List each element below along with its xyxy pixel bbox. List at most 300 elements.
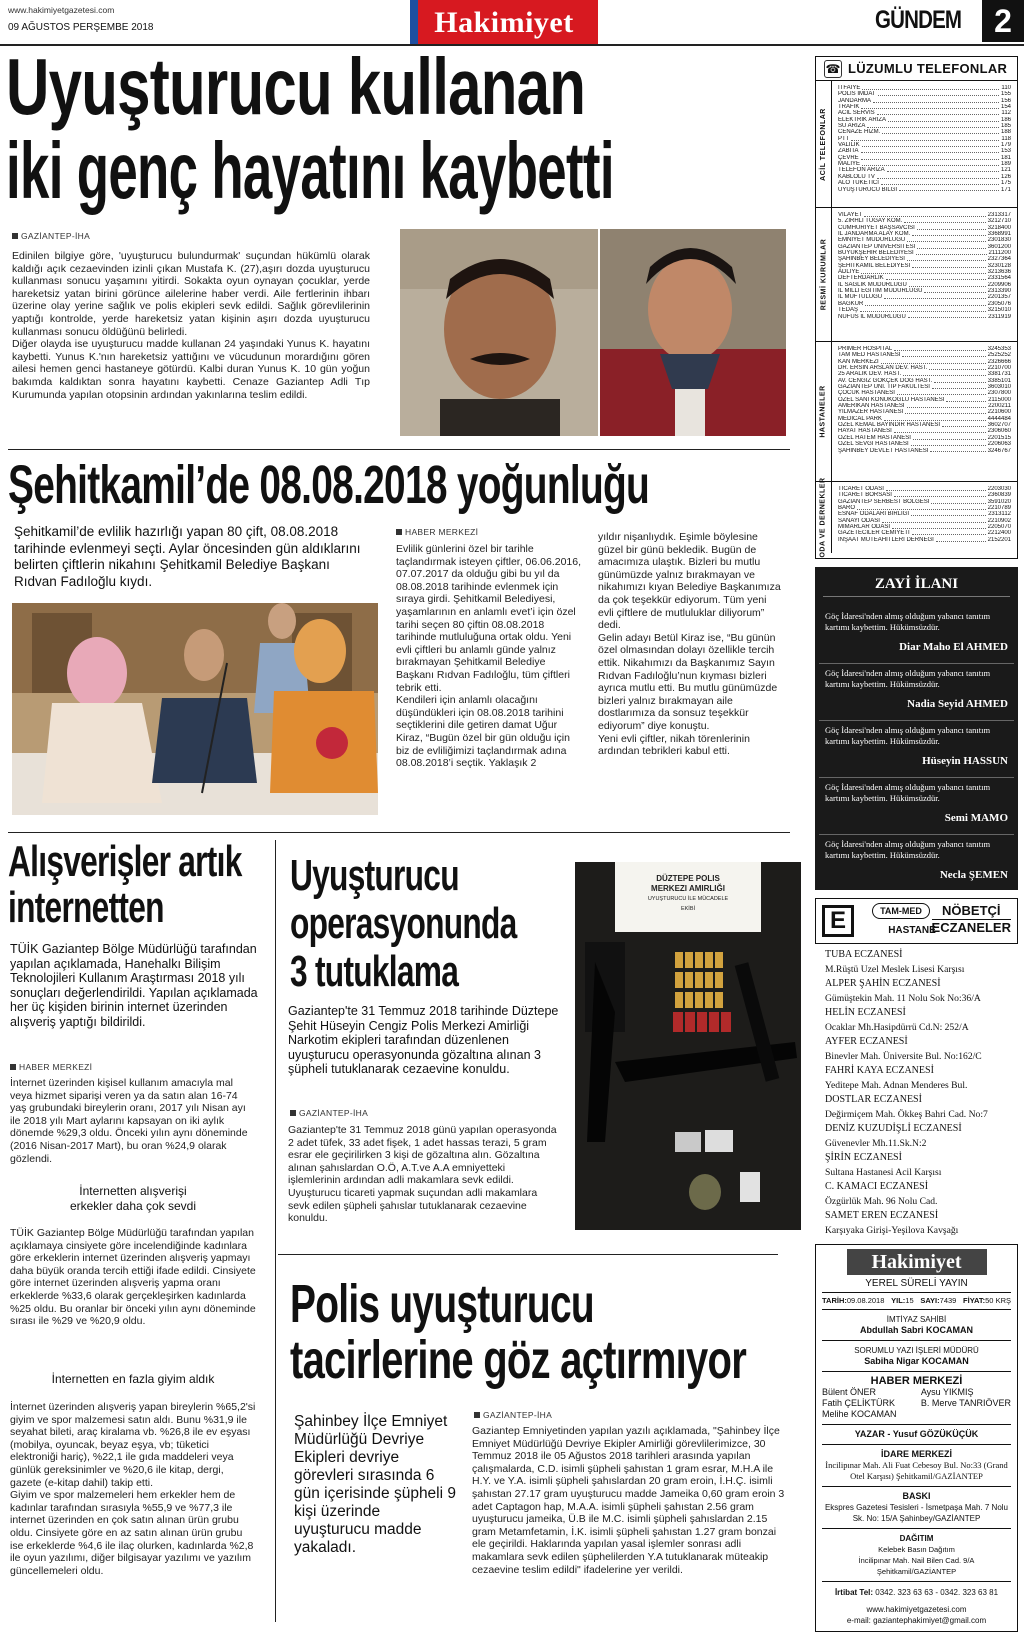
phone-number: 2115000 <box>988 396 1011 403</box>
phone-number: 3591020 <box>987 498 1011 505</box>
pharmacy-title: NÖBETÇİ ECZANELER <box>931 903 1011 935</box>
phone-number: 2360839 <box>987 492 1011 499</box>
dot-leader <box>857 505 986 510</box>
pharmacy-name: ŞİRİN ECZANESİ <box>825 1152 902 1163</box>
phone-label: ÖZEL SEVGİ HASTANESİ <box>838 441 909 448</box>
phone-number: 3368991 <box>987 231 1011 238</box>
dot-leader <box>877 110 1000 115</box>
a2-lead: Şehitkamil’de evlilik hazırlığı yapan 80 çift, 08.08.2018 tarihinde evlenmeyi seçti. Aylar öncesinden gün aldıklarını belirten çiftlerin nikahını Şehitkamil Belediye Başkanı Rıdvan Fadıloğlu kıydı. <box>14 524 361 589</box>
imprint-subtitle: YEREL SÜRELİ YAYIN <box>822 1278 1011 1293</box>
dot-leader <box>886 275 986 280</box>
issue-date: 09 AĞUSTOS PERŞEMBE 2018 <box>8 22 154 33</box>
pharmacy-name: HELİN ECZANESİ <box>825 1007 906 1018</box>
phone-number: 3215010 <box>987 307 1011 314</box>
pharmacy-name: DOSTLAR ECZANESİ <box>825 1094 922 1105</box>
a4-source: GAZİANTEP-İHA <box>290 1108 368 1118</box>
a3-lead: TÜİK Gaziantep Bölge Müdürlüğü tarafından yapılan açıklamada, Hanehalkı Bilişim Teknolojileri Kullanım Araştırması 2018 yılı sonuçları değerlendirildi. Yapılan açıklamada her üç kişiden birinin internet üzerinden alışveriş yaptığı bildirildi. <box>10 942 258 1029</box>
phone-label: ŞEHİTKAMİL BELEDİYESİ <box>838 262 911 269</box>
a1-body: Edinilen bilgiye göre, 'uyuşturucu bulundurmak' suçundan hükümlü olarak kaldığı açık cezaevinden izinli çıkan Mustafa K. (27),aşırı dozda uyuşturucu kullanması sonucu yaşamını yitirdi. Sokakta oyun oynayan çocuklar, yerde hareketsiz yatan birini görünce ailelerine haber verdi. Aile fertlerinin ihbarı üzerine olay yerine sağlık ve polis ekipleri sevk edildi. Sağlık görevlilerinin yaptığı kontrolde, yerde hareketsiz yatan kişinin aşırı dozda uyuşturucu kullanması sonucu öldüğünü belirledi. Diğer olayda ise uyuşturucu madde kullanan 24 yaşındaki Yunus K. hayatını kaybetti. Yunus K.'nın hareketsiz yattığını ve vücudunun morardığını gören ailesi hemen genci hastaneye götürdü. Kalbi duran Yunus K. 10 gün yoğun bakımda kaldıktan sonra hayatını kaybetti. Cenaze Gaziantep Adli Tıp Kurumunda yapılan otopsinin ardından yakınlarına teslim edildi. <box>12 250 370 401</box>
phone-number: 188 <box>1000 129 1011 136</box>
a3-sub2: İnternetten en fazla giyim aldık <box>51 1372 215 1386</box>
dot-leader <box>861 148 999 153</box>
phone-number: 3385101 <box>987 377 1011 384</box>
phone-number: 156 <box>1000 97 1011 104</box>
phone-number: 2205070 <box>987 524 1011 531</box>
logo-stripe <box>410 0 418 46</box>
phone-number: 2525252 <box>987 352 1011 359</box>
pharmacy-list <box>815 944 1018 1238</box>
a5-body: Gaziantep Emniyetinden yapılan yazılı açıklamada, "Şahinbey İlçe Emniyet Müdürlüğü Devriye Ekipler Amirliği görevlilerimizce, 30 Temmuz 2018 ile 05 Ağustos 2018 tarihleri arasında yapılan çalışmalarda, C.D. isimli şüpheli şahıstan 1 gram esrar, M.H.A ile H.Y. ve Y.A. isimli şüpheli şahıslardan 20 gram eroin, İ.H.Ç. isimli şahıstan 27.17 gram uyuşturucu madde Jameika 0,60 gram eroin 3 adet Captagon hap, M.A.A. isimli şüpheli şahıstan 2.56 gram uyuşturucu jameika, Ü.B ile M.C. isimli şüpheli şahıslardan 2.15 gram Metamfetamin, İ.K. isimli şüpheli şahıstan 1.27 gram bonzai ele geçirildi. Haklarında yapılan yasal işlemler sonrası adli makamlara sevk edilen şüphelilerden Y.A tutuklanarak müteakip cezaevine teslim edildi" ifadelerine yer verildi. <box>472 1425 785 1576</box>
dot-leader <box>912 231 985 236</box>
phone-group <box>816 208 1017 342</box>
dot-leader <box>930 448 985 453</box>
phone-number: 2313112 <box>988 511 1011 518</box>
phone-label: AMERİKAN HASTANESİ <box>838 403 905 410</box>
dot-leader <box>864 212 985 217</box>
dot-leader <box>894 428 986 433</box>
phone-label: ADLİYE <box>838 269 860 276</box>
imprint-logo: Hakimiyet <box>847 1249 987 1275</box>
pharmacy-address: Güvenevler Mh.11.Sk.N:2 <box>825 1137 927 1149</box>
zayi-list <box>815 597 1018 892</box>
dot-leader <box>911 441 986 446</box>
dot-leader <box>884 294 986 299</box>
phone-label: SANAYİ ODASI <box>838 517 880 524</box>
pharmacy-address: Karşıyaka Girişi-Yeşilova Kavşağı <box>825 1224 959 1236</box>
pharmacy-address: Gümüştekin Mah. 11 Nolu Sok No:36/A <box>825 992 981 1004</box>
phone-number: 2305076 <box>987 300 1011 307</box>
a4-lead: Gaziantep'te 31 Temmuz 2018 tarihinde Düztepe Şehit Hüseyin Cengiz Polis Merkezi Amirliği Narkotim ekipleri tarafından düzenlenen uyuşturucu operasyonunda gözaltına alınan 3 şüpheli tutuklanarak cezaevine konuldu. <box>288 1004 559 1077</box>
dot-leader <box>931 499 985 504</box>
dot-leader <box>942 422 986 427</box>
phone-label: SU ARIZA <box>838 123 866 130</box>
phone-label: HAYAT HASTANESİ <box>838 428 892 435</box>
dot-leader <box>862 142 999 147</box>
dot-leader <box>892 524 986 529</box>
dot-leader <box>903 371 985 376</box>
phone-number: 3602707 <box>987 422 1011 429</box>
phone-number: 2203030 <box>987 486 1011 492</box>
phone-number: 2326666 <box>987 358 1011 365</box>
imprint-print: BASKI Ekspres Gazetesi Tesisleri - İsmetpaşa Mah. 7 Nolu Sk. No: 15/A Şahinbey/GAZİANTEP <box>822 1491 1011 1529</box>
phone-label: BAĞKUR <box>838 300 864 307</box>
phone-label: ÖZEL SANİ KONUKOĞLU HASTANESİ <box>838 396 945 403</box>
phone-number: 2210789 <box>987 505 1011 512</box>
phone-label: UYUŞTURUCU BİLGİ <box>838 186 898 193</box>
phone-label: TRAFİK <box>838 104 860 111</box>
zayi-notice <box>819 778 1014 835</box>
phone-number: 2201515 <box>987 434 1011 441</box>
phone-label: ALO TÜKETİCİ <box>838 180 879 187</box>
pharmacy-name: DENİZ KUZUDİŞLİ ECZANESİ <box>825 1123 962 1134</box>
phone-number: 175 <box>1000 180 1011 187</box>
dot-leader <box>913 435 986 440</box>
dot-leader <box>917 225 986 230</box>
dot-leader <box>911 511 986 516</box>
zayi-notice <box>819 607 1014 664</box>
dot-leader <box>912 263 986 268</box>
pharmacy-name: SAMET EREN ECZANESİ <box>825 1210 939 1221</box>
pharmacy-address: Özgürlük Mah. 96 Nolu Cad. <box>825 1195 938 1207</box>
phone-group <box>816 342 1017 482</box>
a2-headline: Şehitkamil’de 08.08.2018 yoğunluğu <box>8 455 650 515</box>
phone-label: 5. ZIRHLI TUGAY KOM. <box>838 218 903 225</box>
a2-source: HABER MERKEZİ <box>396 527 478 537</box>
dot-leader <box>907 256 986 261</box>
a4-headline-3: 3 tutuklama <box>290 947 459 996</box>
dot-leader <box>932 384 986 389</box>
zayi-text: Göç İdaresi'nden almış olduğum yabancı tanıtım kartımı kaybettim. Hükümsüzdür. <box>825 782 991 803</box>
dot-leader <box>862 85 999 90</box>
a5-headline-2: tacirlerine göz açtırmıyor <box>290 1330 747 1390</box>
zayi-title: ZAYİ İLANI <box>823 567 1010 597</box>
phone-label: ELEKTRİK ARIZA <box>838 116 887 123</box>
phone-label: ÇEVRE <box>838 154 859 161</box>
imprint-web-link[interactable]: www.hakimiyetgazetesi.com <box>866 1605 967 1614</box>
section-name: GÜNDEM <box>875 6 962 34</box>
phone-number: 2327364 <box>987 256 1011 263</box>
a4-headline-2: operasyonunda <box>290 899 517 948</box>
phone-label: GAZİANTEP ÜNİVERSİTESİ <box>838 243 916 250</box>
phone-label: AV. CENGİZ GÖKÇEK DOĞ HAST. <box>838 377 933 384</box>
sponsor-badge: TAM-MED <box>872 903 930 919</box>
phone-label: PTT <box>838 135 850 142</box>
phone-label: GAZİANTEP ÜNİ. TIP FAKÜLTESİ <box>838 384 930 391</box>
phone-row <box>838 314 1011 320</box>
phone-label: İL MÜFTÜLÜĞÜ <box>838 294 883 301</box>
dot-leader <box>894 346 985 351</box>
dot-leader <box>882 518 986 523</box>
phone-number: 2152201 <box>987 536 1011 543</box>
imprint-news-label: HABER MERKEZİ <box>870 1375 963 1387</box>
photo-yunus <box>600 229 786 436</box>
dot-leader <box>865 301 985 306</box>
a1-headline-1: Uyuşturucu kullanan <box>6 42 586 131</box>
phone-number: 3213636 <box>987 269 1011 276</box>
phone-label: TİCARET ODASI <box>838 486 884 492</box>
phone-label: 25 ARALIK DEV. HAST. <box>838 371 902 378</box>
phone-number: 112 <box>1001 110 1011 117</box>
phone-number: 2311919 <box>988 313 1011 320</box>
phone-label: KAN MERKEZİ <box>838 358 879 365</box>
pharmacy-name: C. KAMACI ECZANESİ <box>825 1181 929 1192</box>
dot-leader <box>899 187 999 192</box>
phone-label: CENAZE HİZM. <box>838 129 881 136</box>
phone-number: 154 <box>1000 104 1011 111</box>
a5-lead: Şahinbey İlçe Emniyet Müdürlüğü Devriye Ekipleri devriye görevleri sırasında 6 gün içerisinde şüpheli 9 kişi üzerinde uyuşturucu madde yakaladı. <box>294 1413 456 1556</box>
dot-leader <box>881 359 986 364</box>
dot-leader <box>888 117 999 122</box>
dot-leader <box>904 218 985 223</box>
imprint-email-link[interactable]: e-mail: gaziantephakimiyet@gmail.com <box>846 1616 987 1625</box>
phone-label: ŞAHİNBEY BELEDİYESİ <box>838 256 905 263</box>
a2-col1: Evlilik günlerini özel bir tarihle taçlandırmak isteyen çiftler, 06.06.2016, 07.07.2017 da olduğu gibi bu yıl da 08.08.2018 tarihinde evlenmek için sıraya girdi. Şehitkamil Belediyesi, yaşamlarının en anlamlı evet’i için özel tarihi seçen 80 çiftin 08.08.2018 tarihinde mutluluğuna ortak oldu. Yeni evli çiftleri bu anlamlı günde yalnız bırakmayan Şehitkamil Belediye Başkanı Rıdvan Fadıloğlu, tüm çiftleri tebrik etti. Kendileri için anlamlı olacağını düşündükleri için 08.08.2018 tarihini seçtiklerini dile getiren damat Uğur Kiraz, “Bugün özel bir gün olduğu için biz de evliliğimizi taçlandırmak adına 08.08.2018’i seçtik. Yaklaşık 2 <box>396 543 582 770</box>
phone-row <box>838 187 1011 193</box>
phone-number: 2313390 <box>987 288 1011 295</box>
phone-groups <box>816 81 1017 558</box>
zayi-name: Diar Maho El AHMED <box>899 641 1008 653</box>
dot-leader <box>881 180 999 185</box>
pharmacy-name: AYFER ECZANESİ <box>825 1036 908 1047</box>
sponsor-sub: HASTANE <box>888 925 936 936</box>
phone-number: 121 <box>1000 167 1011 174</box>
dot-leader <box>894 492 986 497</box>
photo-seized-items <box>575 862 801 1230</box>
phone-number: 2313317 <box>987 212 1011 218</box>
phone-label: ÇOCUK HASTANESİ <box>838 390 895 397</box>
phone-label: ÖZEL KEMAL BAYINDIR HASTANESİ <box>838 422 941 429</box>
phone-label: TAM MED HASTANESİ <box>838 352 901 359</box>
a1-bottom-rule <box>8 449 790 450</box>
dot-leader <box>873 98 999 103</box>
phone-number: 155 <box>1000 91 1011 98</box>
phone-label: ESNAF ODALARI BİRLİĞİ <box>838 511 910 518</box>
pharmacy-address: Değirmiçem Mah. Ökkeş Bahri Cad. No:7 <box>825 1108 988 1120</box>
a3-side-rule <box>275 840 276 1622</box>
pharmacy-address: M.Rüştü Uzel Meslek Lisesi Karşısı <box>825 963 965 975</box>
dot-leader <box>916 250 987 255</box>
a1-source: GAZİANTEP-İHA <box>12 231 90 241</box>
zayi-text: Göç İdaresi'nden almış olduğum yabancı tanıtım kartımı kaybettim. Hükümsüzdür. <box>825 839 991 860</box>
phone-label: GAZİANTEP SERBEST BÖLGESİ <box>838 498 930 505</box>
zayi-text: Göç İdaresi'nden almış olduğum yabancı tanıtım kartımı kaybettim. Hükümsüzdür. <box>825 668 991 689</box>
phone-label: TELEFON ARIZA <box>838 167 885 174</box>
zayi-name: Hüseyin HASSUN <box>922 755 1008 767</box>
phone-label: KABLOLU TV <box>838 173 875 180</box>
phone-number: 2201357 <box>987 294 1011 301</box>
dot-leader <box>934 378 985 383</box>
dot-leader <box>929 365 985 370</box>
phone-label: MEDİCAL PARK <box>838 415 883 422</box>
pharmacy-address: Binevler Mah. Üniversite Bul. No:162/C <box>825 1050 982 1062</box>
pharmacy-header <box>815 898 1018 944</box>
phone-label: İL MİLLİ EĞİTİM MÜDÜRLÜĞÜ <box>838 288 923 295</box>
phone-label: JANDARMA <box>838 97 872 104</box>
imprint-staff: Bülent ÖNER Fatih ÇELİKTÜRK Melihe KOCAMAN Aysu YIKMIŞ B. Merve TANRIÖVER <box>822 1387 1011 1425</box>
a1-headline-2: iki genç hayatını kaybetti <box>6 126 614 215</box>
dot-leader <box>867 123 999 128</box>
pharmacy-address: Ocaklar Mh.Hasipdürrü Cd.N: 252/A <box>825 1021 969 1033</box>
phone-label: EMNİYET MÜDÜRLÜĞÜ <box>838 237 906 244</box>
dot-leader <box>902 352 985 357</box>
phone-number: 3601200 <box>987 243 1011 250</box>
phone-number: 3381731 <box>987 371 1011 378</box>
dot-leader <box>917 244 985 249</box>
a3-headline-2: internetten <box>8 883 164 932</box>
a3-headline-1: Alışverişler artık <box>8 837 242 886</box>
phone-label: İTFAİYE <box>838 85 861 91</box>
phone-number: 118 <box>1001 135 1011 142</box>
imprint-box <box>815 1244 1018 1632</box>
phone-label: MİMARLAR ODASI <box>838 524 891 531</box>
phone-number: 2307800 <box>987 390 1011 397</box>
phone-number: 2331564 <box>987 275 1011 282</box>
zayi-text: Göç İdaresi'nden almış olduğum yabancı tanıtım kartımı kaybettim. Hükümsüzdür. <box>825 725 991 746</box>
a4-headline-1: Uyuşturucu <box>290 851 459 900</box>
phone-number: 171 <box>1000 186 1011 193</box>
dot-leader <box>882 129 999 134</box>
zayi-name: Nadia Seyid AHMED <box>907 698 1008 710</box>
dot-leader <box>861 104 999 109</box>
photo-wedding <box>12 603 378 815</box>
zayi-notice <box>819 664 1014 721</box>
dot-leader <box>878 91 999 96</box>
phone-label: NÜFUS İL MÜDÜRLÜĞÜ <box>838 313 906 320</box>
pharmacy-name: ALPER ŞAHİN ECZANESİ <box>825 978 941 989</box>
a5-headline-1: Polis uyuşturucu <box>290 1274 594 1334</box>
phone-number: 153 <box>1000 148 1011 155</box>
pharmacy-address: Sultana Hastanesi Acil Karşısı <box>825 1166 942 1178</box>
zayi-text: Göç İdaresi'nden almış olduğum yabancı tanıtım kartımı kaybettim. Hükümsüzdür. <box>825 611 991 632</box>
dot-leader <box>877 174 999 179</box>
a3-p2: TÜİK Gaziantep Bölge Müdürlüğü tarafından yapılan açıklamaya cinsiyete göre incelendiğinde kadınlara göre erkeklerin internet üzerinden alışveriş yapmayı daha büyük oranda tercih ettiği ifade edildi. Cinsiyete göre internet üzerinden alışveriş yapma oranı erkeklerde %33,6 olarak gerçekleşirken kadınlarda %25 oldu. Bu oranlar bir önceki yılın aynı döneminde sırası ile %29 ve %20,9 oldu. <box>10 1227 256 1328</box>
phone-group-label: ACİL TELEFONLAR <box>816 81 832 207</box>
phone-number: 181 <box>1000 154 1011 161</box>
phone-label: ZABITA <box>838 148 859 155</box>
phone-number: 2301830 <box>987 237 1011 244</box>
phone-label: DEFTERDARLIK <box>838 275 884 282</box>
phone-number: 2111200 <box>988 250 1011 257</box>
phone-label: GAZETECİLER CEMİYETİ <box>838 530 910 537</box>
phone-group-label: HASTANELER <box>816 342 832 481</box>
phone-number: 189 <box>1000 161 1011 168</box>
phone-number: 2306060 <box>987 428 1011 435</box>
phone-number: 2210600 <box>987 409 1011 416</box>
dot-leader <box>946 397 986 402</box>
phone-label: PRİMER HOSPITAL <box>838 346 893 352</box>
dot-leader <box>861 269 985 274</box>
phone-number: 2206063 <box>987 441 1011 448</box>
phone-label: CUMHURİYET BAŞSAVCISI <box>838 224 915 231</box>
phone-label: DR. ERSİN ARSLAN DEV. HAST. <box>838 365 928 372</box>
phone-number: 2209906 <box>987 281 1011 288</box>
a4-bottom-rule <box>278 1254 778 1255</box>
phone-number: 179 <box>1000 142 1011 149</box>
phone-label: MALİYE <box>838 161 861 168</box>
zayi-notice <box>819 721 1014 778</box>
phone-number: 3246767 <box>987 447 1011 454</box>
dot-leader <box>897 390 986 395</box>
imprint-writer: YAZAR - Yusuf GÖZÜKÜÇÜK <box>822 1429 1011 1445</box>
phone-icon: ☎ <box>825 61 841 76</box>
dot-leader <box>909 282 986 287</box>
phone-number: 2210700 <box>987 365 1011 372</box>
phone-group-label: RESMİ KURUMLAR <box>816 208 832 341</box>
a3-sub1: İnternetten alışverişi erkekler daha çok sevdi <box>69 1184 197 1213</box>
dot-leader <box>907 237 985 242</box>
phone-number: 110 <box>1001 85 1011 91</box>
dot-leader <box>908 314 986 319</box>
zayi-name: Necla ŞEMEN <box>939 869 1008 881</box>
phone-number: 126 <box>1000 173 1011 180</box>
dot-leader <box>924 288 985 293</box>
phone-label: ŞAHİNBEY DEVLET HASTANESİ <box>838 447 929 454</box>
phone-label: VALİLİK <box>838 142 860 149</box>
phone-number: 3212710 <box>987 218 1011 225</box>
phone-group-label: ODA VE DERNEKLER <box>816 482 832 553</box>
phone-number: 3245353 <box>987 346 1011 352</box>
phone-label: TİCARET BORSASI <box>838 492 892 499</box>
zayi-box <box>815 567 1018 890</box>
imprint-distribution: DAĞITIM Kelebek Basın Dağıtım İncilipınar Mah. Nail Bilen Cad. 9/A Şehitkamil/GAZİANTEP <box>822 1533 1011 1582</box>
dot-leader <box>912 530 986 535</box>
photo-mustafa <box>400 229 598 436</box>
dot-leader <box>907 403 987 408</box>
phone-label: TEDAŞ <box>838 307 859 314</box>
phone-number: 3230128 <box>987 262 1011 269</box>
phone-label: İNŞAAT MÜTEAHİTLERİ DERNEĞİ <box>838 536 934 543</box>
pharmacy-address: Yeditepe Mah. Adnan Menderes Bul. <box>825 1079 968 1091</box>
a3-source: HABER MERKEZİ <box>10 1062 92 1072</box>
phone-row <box>838 537 1011 543</box>
imprint-office: İDARE MERKEZİ İncilipınar Mah. Ali Fuat Cebesoy Bul. No:33 (Grand Otel Karşısı) Şehitkamil/GAZİANTEP <box>822 1449 1011 1487</box>
photo-sign: DÜZTEPE POLIS MERKEZI AMIRLIĞI UYUŞTURUCU İLE MÜCADELE EKİBİ <box>647 874 729 912</box>
phone-group <box>816 81 1017 208</box>
dot-leader <box>936 537 986 542</box>
dot-leader <box>886 486 986 491</box>
phone-group <box>816 477 1017 558</box>
phone-label: İL JANDARMA ALAY KOM. <box>838 231 911 238</box>
dot-leader <box>860 307 986 312</box>
dot-leader <box>862 161 999 166</box>
a5-source: GAZİANTEP-İHA <box>474 1410 552 1420</box>
a3-p1: İnternet üzerinden kişisel kullanım amacıyla mal veya hizmet siparişi veren ya da satın alan 16-74 yaş grubundaki bireylerin oranı, 2017 yılı Nisan ayı ile 2018 yılı Mart aylarını kapsayan on iki aylık dönemde %29,3 oldu. Önceki yılın aynı döneminde (2016 Nisan-2017 Mart), bu oran %24,9 olarak gözlendi. <box>10 1077 248 1165</box>
dot-leader <box>905 409 985 414</box>
dot-leader <box>861 155 999 160</box>
phones-header: ☎ LÜZUMLU TELEFONLAR <box>816 57 1017 81</box>
pharmacy-box <box>815 898 1018 1238</box>
phone-row <box>838 448 1011 454</box>
phone-number: 2210902 <box>987 517 1011 524</box>
imprint-contact: İrtibat Tel: 0342. 323 63 63 - 0342. 323 63 81 www.hakimiyetgazetesi.com e-mail: gaziantephakimiyet@gmail.com <box>822 1587 1011 1626</box>
phone-label: VİLAYET <box>838 212 863 218</box>
phone-label: ACİL SERVİS <box>838 110 875 117</box>
imprint-meta: TARİH:09.08.2018 YIL:15 SAYI:7439 FİYAT:50 KRŞ <box>822 1296 1011 1310</box>
pharmacy-e-icon: E <box>822 905 854 937</box>
site-url[interactable]: www.hakimiyetgazetesi.com <box>8 5 115 15</box>
page-number: 2 <box>982 0 1024 42</box>
pharmacy-name: TUBA ECZANESİ <box>825 949 903 960</box>
phone-number: 3603010 <box>987 384 1011 391</box>
phones-box <box>815 56 1018 559</box>
dot-leader <box>884 416 986 421</box>
phone-number: 4444484 <box>987 415 1011 422</box>
a4-body: Gaziantep'te 31 Temmuz 2018 günü yapılan operasyonda 2 adet tüfek, 33 adet fişek, 1 adet hassas terazi, 5 gram esrar ele geçirilirken 3 kişi de gözaltına alın. Gözaltına alınan şahıslardan O.Ö, A.T.ve A.A emniyetteki işlemlerinin ardından adli makamlara sevk edildi. Uyuşturucu ticareti yapmak suçundan adli makamlara sevk edilen şüpheli şahıslar tutuklanarak cezaevine konuldu. <box>288 1124 557 1225</box>
phone-label: ÖZEL HATEM HASTANESİ <box>838 434 911 441</box>
a2-col2: yıldır nişanlıydık. Eşimle böylesine güzel bir günü bekledik. Bugün de amacımıza ulaştık. Bizleri bu mutlu günümüzde yalnız bırakmayan ve nikahımızı kıyan Belediye Başkanımıza da çok teşekkür ediyorum. Tüm yeni evli çiftlere de mutluluklar diliyorum” dedi. Gelin adayı Betül Kiraz ise, “Bu günün özel olmasından dolayı özellikle tercih ettik. Nikahımızı da Başkanımız Sayın Rıdvan Fadıloğlu’nun kıyması bizleri ayrıca mutlu etti. Bu mutlu günümüzde bizleri yalnız bırakmayan aile dostlarımıza da sonsuz teşekkür ediyorum” diye konuştu. Yeni evli çiftler, nikah törenlerinin ardından tebrikleri kabul etti. <box>598 531 781 758</box>
a2-bottom-rule <box>8 832 790 833</box>
dot-leader <box>851 136 999 141</box>
phone-label: POLİS İMDAT <box>838 91 876 98</box>
zayi-name: Semi MAMO <box>944 812 1008 824</box>
phone-number: 2212400 <box>987 530 1011 537</box>
phone-number: 185 <box>1000 123 1011 130</box>
phone-label: İL SAĞLIK MÜDÜRLÜĞÜ <box>838 281 907 288</box>
phone-label: BÜYÜKŞEHİR BELEDİYESİ <box>838 250 914 257</box>
pharmacy-name: FAHRİ KAYA ECZANESİ <box>825 1065 934 1076</box>
phone-number: 2200211 <box>988 403 1011 410</box>
dot-leader <box>887 167 999 172</box>
phone-number: 3218400 <box>987 224 1011 231</box>
phone-label: YILMAZER HASTANESİ <box>838 409 904 416</box>
zayi-notice <box>819 835 1014 892</box>
imprint-editor: SORUMLU YAZI İŞLERİ MÜDÜRÜ Sabiha Nigar KOCAMAN <box>822 1345 1011 1372</box>
masthead-logo: Hakimiyet <box>410 0 598 46</box>
phone-number: 186 <box>1000 116 1011 123</box>
phone-label: BARO <box>838 505 856 512</box>
imprint-owner: İMTİYAZ SAHİBİ Abdullah Sabri KOCAMAN <box>822 1314 1011 1341</box>
a3-p3: İnternet üzerinden alışveriş yapan bireylerin %65,2'si giyim ve spor malzemesi satın aldı. Bunu %31,9 ile seyahat bileti, araç kiralama vb. %26,8 ile ev eşyası (mobilya, oyuncak, beyaz eşya, vb; tüketici elektroniği hariç), %22,1 ile gıda maddeleri veya günlük gereksinimler ve %20,6 ile kitap, dergi, gazete (e-kitap dahil) takip etti. Giyim ve spor malzemeleri hem erkekler hem de kadınlar tarafından sırasıyla %55,9 ve %77,3 ile internet üzerinden en çok satın alınan ürün grubu oldu. Cinsiyete göre en az satın alınan ürün grubu ise erkeklerde %4,6 ile ilaç olurken, kadınlarda %2,8 ile oyun yazılımı, diğer bilgisayar yazılımı ve yazılım güncellemeleri oldu. <box>10 1401 256 1577</box>
